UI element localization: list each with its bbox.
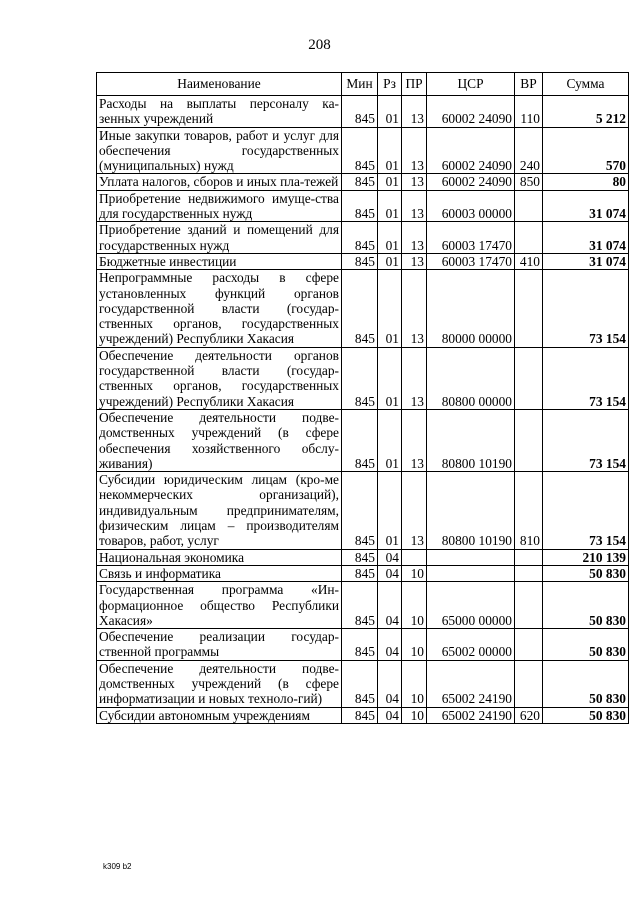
row-name-cell: Непрограммные расходы в сфере установленных функций органов государственной власти (государ-ственных органов, государственных учреждений) Республики Хакасия bbox=[97, 270, 342, 347]
row-sum-cell: 73 154 bbox=[543, 347, 629, 409]
budget-table bbox=[96, 72, 629, 724]
row-csr-cell: 65002 24190 bbox=[427, 660, 515, 707]
table-row bbox=[97, 629, 629, 661]
table-row bbox=[97, 549, 629, 565]
row-vr-cell bbox=[515, 565, 543, 581]
row-name-cell: Национальная экономика bbox=[97, 549, 342, 565]
row-rz-cell: 01 bbox=[378, 409, 402, 471]
row-rz-cell: 04 bbox=[378, 629, 402, 661]
row-sum-cell: 31 074 bbox=[543, 190, 629, 222]
row-sum-cell: 73 154 bbox=[543, 472, 629, 549]
table-row bbox=[97, 96, 629, 128]
row-csr-cell: 80000 00000 bbox=[427, 270, 515, 347]
row-pr-cell: 13 bbox=[402, 222, 427, 254]
row-min-cell: 845 bbox=[342, 629, 378, 661]
row-pr-cell bbox=[402, 549, 427, 565]
row-min-cell: 845 bbox=[342, 270, 378, 347]
row-pr-cell: 10 bbox=[402, 707, 427, 723]
row-csr-cell: 65000 00000 bbox=[427, 582, 515, 629]
row-min-cell: 845 bbox=[342, 472, 378, 549]
row-sum-cell: 73 154 bbox=[543, 270, 629, 347]
table-row bbox=[97, 409, 629, 471]
row-pr-cell: 10 bbox=[402, 660, 427, 707]
row-sum-cell: 5 212 bbox=[543, 96, 629, 128]
row-min-cell: 845 bbox=[342, 549, 378, 565]
table-row bbox=[97, 127, 629, 174]
row-name-cell: Уплата налогов, сборов и иных пла-тежей bbox=[97, 174, 342, 190]
table-row bbox=[97, 222, 629, 254]
row-csr-cell: 60002 24090 bbox=[427, 96, 515, 128]
row-csr-cell: 80800 10190 bbox=[427, 472, 515, 549]
row-vr-cell bbox=[515, 347, 543, 409]
row-sum-cell: 31 074 bbox=[543, 253, 629, 269]
row-sum-cell: 50 830 bbox=[543, 707, 629, 723]
row-vr-cell: 410 bbox=[515, 253, 543, 269]
row-name-cell: Обеспечение реализации государ-ственной программы bbox=[97, 629, 342, 661]
row-min-cell: 845 bbox=[342, 174, 378, 190]
footer-code: k309 b2 bbox=[103, 862, 132, 871]
row-min-cell: 845 bbox=[342, 222, 378, 254]
row-vr-cell bbox=[515, 660, 543, 707]
row-csr-cell: 60002 24090 bbox=[427, 127, 515, 174]
row-sum-cell: 570 bbox=[543, 127, 629, 174]
row-name-cell: Субсидии автономным учреждениям bbox=[97, 707, 342, 723]
row-min-cell: 845 bbox=[342, 190, 378, 222]
row-name-cell: Обеспечение деятельности подве-домственных учреждений (в сфере обеспечения хозяйственного обслу-живания) bbox=[97, 409, 342, 471]
row-name-cell: Приобретение зданий и помещений для государственных нужд bbox=[97, 222, 342, 254]
row-csr-cell: 60003 00000 bbox=[427, 190, 515, 222]
row-name-cell: Бюджетные инвестиции bbox=[97, 253, 342, 269]
row-name-cell: Обеспечение деятельности подве-домственных учреждений (в сфере информатизации и новых техноло-гий) bbox=[97, 660, 342, 707]
table-row bbox=[97, 565, 629, 581]
table-row bbox=[97, 347, 629, 409]
row-csr-cell: 60003 17470 bbox=[427, 222, 515, 254]
row-csr-cell bbox=[427, 565, 515, 581]
row-rz-cell: 01 bbox=[378, 253, 402, 269]
row-name-cell: Расходы на выплаты персоналу ка-зенных учреждений bbox=[97, 96, 342, 128]
table-row bbox=[97, 253, 629, 269]
row-pr-cell: 13 bbox=[402, 253, 427, 269]
row-vr-cell bbox=[515, 270, 543, 347]
row-vr-cell bbox=[515, 582, 543, 629]
row-name-cell: Обеспечение деятельности органов государственной власти (государ-ственных органов, государственных учреждений) Республики Хакасия bbox=[97, 347, 342, 409]
row-name-cell: Субсидии юридическим лицам (кро-ме некоммерческих организаций), индивидуальным предпринимателям, физическим лицам – производителям товаров, работ, услуг bbox=[97, 472, 342, 549]
row-rz-cell: 01 bbox=[378, 222, 402, 254]
row-csr-cell: 60002 24090 bbox=[427, 174, 515, 190]
row-csr-cell bbox=[427, 549, 515, 565]
row-pr-cell: 10 bbox=[402, 565, 427, 581]
header-vr: ВР bbox=[515, 73, 543, 96]
table-row bbox=[97, 190, 629, 222]
table-row bbox=[97, 660, 629, 707]
row-pr-cell: 10 bbox=[402, 582, 427, 629]
row-rz-cell: 01 bbox=[378, 472, 402, 549]
row-pr-cell: 13 bbox=[402, 190, 427, 222]
row-name-cell: Связь и информатика bbox=[97, 565, 342, 581]
row-min-cell: 845 bbox=[342, 707, 378, 723]
table-body bbox=[97, 96, 629, 724]
header-name: Наименование bbox=[97, 73, 342, 96]
table-row bbox=[97, 582, 629, 629]
row-min-cell: 845 bbox=[342, 96, 378, 128]
row-vr-cell: 240 bbox=[515, 127, 543, 174]
row-rz-cell: 01 bbox=[378, 127, 402, 174]
row-vr-cell: 620 bbox=[515, 707, 543, 723]
row-rz-cell: 04 bbox=[378, 549, 402, 565]
row-rz-cell: 01 bbox=[378, 347, 402, 409]
row-pr-cell: 13 bbox=[402, 347, 427, 409]
page-number: 208 bbox=[308, 37, 331, 53]
header-csr: ЦСР bbox=[427, 73, 515, 96]
row-min-cell: 845 bbox=[342, 582, 378, 629]
row-min-cell: 845 bbox=[342, 660, 378, 707]
row-sum-cell: 50 830 bbox=[543, 660, 629, 707]
row-rz-cell: 01 bbox=[378, 270, 402, 347]
row-rz-cell: 01 bbox=[378, 174, 402, 190]
row-sum-cell: 50 830 bbox=[543, 629, 629, 661]
row-min-cell: 845 bbox=[342, 127, 378, 174]
row-csr-cell: 65002 24190 bbox=[427, 707, 515, 723]
row-vr-cell: 810 bbox=[515, 472, 543, 549]
row-min-cell: 845 bbox=[342, 253, 378, 269]
row-pr-cell: 10 bbox=[402, 629, 427, 661]
row-rz-cell: 04 bbox=[378, 565, 402, 581]
row-rz-cell: 04 bbox=[378, 660, 402, 707]
row-pr-cell: 13 bbox=[402, 409, 427, 471]
row-vr-cell bbox=[515, 190, 543, 222]
row-min-cell: 845 bbox=[342, 347, 378, 409]
row-rz-cell: 04 bbox=[378, 707, 402, 723]
row-min-cell: 845 bbox=[342, 409, 378, 471]
row-name-cell: Приобретение недвижимого имуще-ства для государственных нужд bbox=[97, 190, 342, 222]
table-row bbox=[97, 707, 629, 723]
row-vr-cell bbox=[515, 222, 543, 254]
row-sum-cell: 50 830 bbox=[543, 582, 629, 629]
row-vr-cell: 110 bbox=[515, 96, 543, 128]
header-rz: Рз bbox=[378, 73, 402, 96]
table-row bbox=[97, 270, 629, 347]
row-pr-cell: 13 bbox=[402, 270, 427, 347]
table-header-row bbox=[97, 73, 629, 96]
row-pr-cell: 13 bbox=[402, 472, 427, 549]
row-csr-cell: 80800 00000 bbox=[427, 347, 515, 409]
table-row bbox=[97, 174, 629, 190]
row-name-cell: Иные закупки товаров, работ и услуг для обеспечения государственных (муниципальных) нужд bbox=[97, 127, 342, 174]
row-min-cell: 845 bbox=[342, 565, 378, 581]
table-row bbox=[97, 472, 629, 549]
row-pr-cell: 13 bbox=[402, 96, 427, 128]
row-sum-cell: 31 074 bbox=[543, 222, 629, 254]
header-min: Мин bbox=[342, 73, 378, 96]
row-csr-cell: 65002 00000 bbox=[427, 629, 515, 661]
row-csr-cell: 60003 17470 bbox=[427, 253, 515, 269]
row-name-cell: Государственная программа «Ин-формационное общество Республики Хакасия» bbox=[97, 582, 342, 629]
header-sum: Сумма bbox=[543, 73, 629, 96]
row-rz-cell: 01 bbox=[378, 96, 402, 128]
row-vr-cell bbox=[515, 549, 543, 565]
row-sum-cell: 80 bbox=[543, 174, 629, 190]
row-pr-cell: 13 bbox=[402, 127, 427, 174]
row-pr-cell: 13 bbox=[402, 174, 427, 190]
row-vr-cell bbox=[515, 409, 543, 471]
row-rz-cell: 04 bbox=[378, 582, 402, 629]
row-vr-cell: 850 bbox=[515, 174, 543, 190]
row-rz-cell: 01 bbox=[378, 190, 402, 222]
row-sum-cell: 73 154 bbox=[543, 409, 629, 471]
row-csr-cell: 80800 10190 bbox=[427, 409, 515, 471]
row-sum-cell: 50 830 bbox=[543, 565, 629, 581]
row-vr-cell bbox=[515, 629, 543, 661]
row-sum-cell: 210 139 bbox=[543, 549, 629, 565]
header-pr: ПР bbox=[402, 73, 427, 96]
